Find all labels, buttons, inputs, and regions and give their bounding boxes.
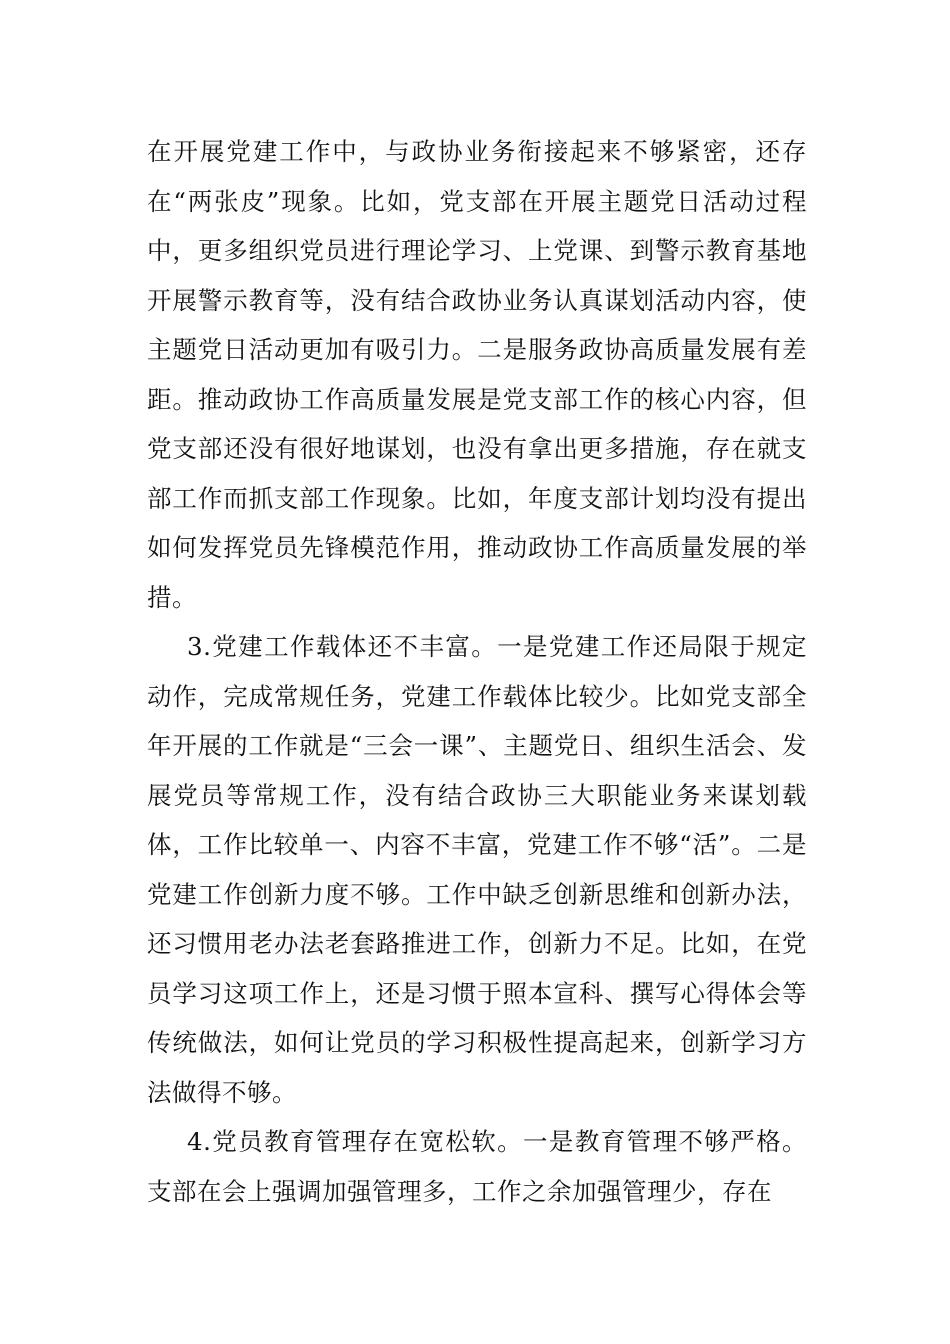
paragraph-section-4: 4.党员教育管理存在宽松软。一是教育管理不够严格。支部在会上强调加强管理多，工作之余加强管理少，存在: [147, 1127, 807, 1206]
document-body: [147, 127, 807, 1216]
paragraph-section-3: 3.党建工作载体还不丰富。一是党建工作还局限于规定动作，完成常规任务，党建工作载体比较少。比如党支部全年开展的工作就是“三会一课”、主题党日、组织生活会、发展党员等常规工作，没有结合政协三大职能业务来谋划载体，工作比较单一、内容不丰富，党建工作不够“活”。二是党建工作创新力度不够。工作中缺乏创新思维和创新办法，还习惯用老办法老套路推进工作，创新力不足。比如，在党员学习这项工作上，还是习惯于照本宣科、撰写心得体会等传统做法，如何让党员的学习积极性提高起来，创新学习方法做得不够。: [147, 632, 807, 1107]
paragraph-continued: 在开展党建工作中，与政协业务衔接起来不够紧密，还存在“两张皮”现象。比如，党支部在开展主题党日活动过程中，更多组织党员进行理论学习、上党课、到警示教育基地开展警示教育等，没有结合政协业务认真谋划活动内容，使主题党日活动更加有吸引力。二是服务政协高质量发展有差距。推动政协工作高质量发展是党支部工作的核心内容，但党支部还没有很好地谋划，也没有拿出更多措施，存在就支部工作而抓支部工作现象。比如，年度支部计划均没有提出如何发挥党员先锋模范作用，推动政协工作高质量发展的举措。: [147, 137, 807, 612]
